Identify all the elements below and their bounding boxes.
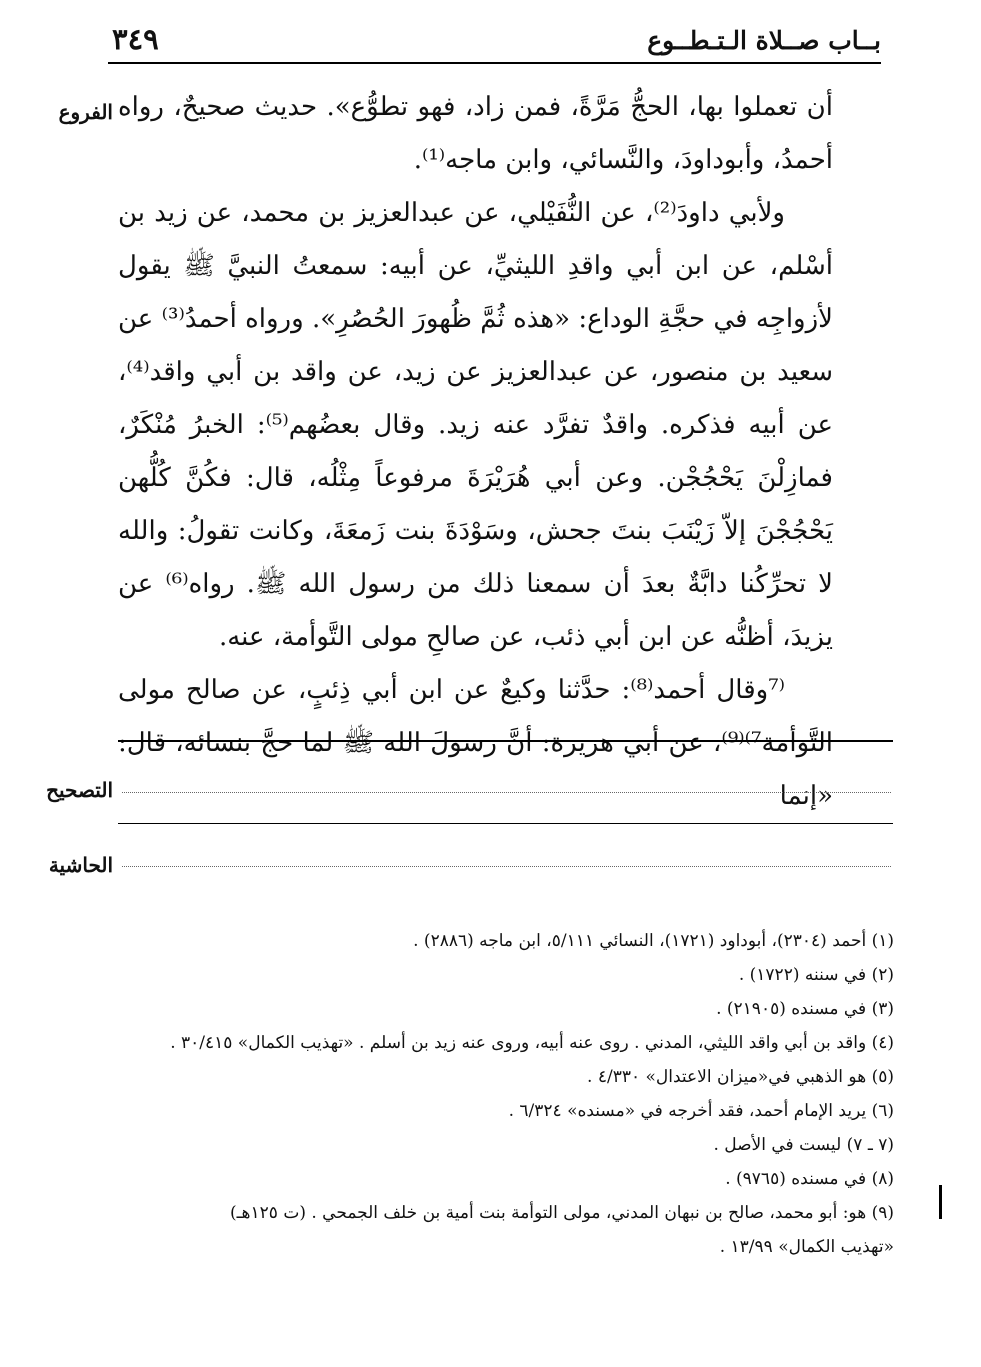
main-text: [118, 81, 833, 823]
correction-dotted-line: [122, 792, 891, 793]
margin-label-tashih: التصحيح: [46, 778, 113, 802]
footnote: (٧ ـ ٧) ليست في الأصل .: [713, 1135, 894, 1155]
page-number: ٣٤٩: [112, 22, 159, 56]
footnote: (٥) هو الذهبي في«ميزان الاعتدال» ٤/٣٣٠ .: [587, 1067, 894, 1087]
chapter-title: بــاب صــلاة الـتـطــوع: [647, 26, 881, 55]
paragraph: أن تعملوا بها، الحجُّ مَرَّةً، فمن زاد، فهو تطوُّع». حديث صحيحٌ، رواه أحمدُ، وأبوداودَ، والنَّسائي، وابن ماجه⁽¹⁾.: [118, 92, 833, 175]
margin-label-hashiya: الحاشية: [48, 853, 113, 877]
margin-label-furu: الفروع: [58, 100, 113, 124]
footnotes: [140, 924, 894, 1264]
footnote: (٩) هو: أبو محمد، صالح بن نبهان المدني، مولى التوأمة بنت أمية بن خلف الجمحي . (ت ١٢٥هـ): [229, 1203, 894, 1223]
footnote: (٤) واقد بن أبي واقد الليثي، المدني . روى عنه أبيه، وروى عنه زيد بن أسلم . «تهذيب الكمال» ٣٠/٤١٥ .: [170, 1033, 894, 1053]
section-divider: [118, 823, 893, 824]
header-rule: [108, 62, 881, 64]
footnote: (٨) في مسنده (٩٧٦٥) .: [725, 1169, 894, 1189]
footnote: (٦) يريد الإمام أحمد، فقد أخرجه في «مسنده» ٦/٣٢٤ .: [508, 1101, 894, 1121]
text-divider: [118, 740, 893, 742]
scan-edge-mark: [939, 1185, 942, 1219]
annotation-dotted-line: [122, 866, 891, 867]
footnote: (٢) في سننه (١٧٢٢) .: [738, 965, 894, 985]
footnote-continuation: «تهذيب الكمال» ١٣/٩٩ .: [719, 1237, 894, 1257]
paragraph: ولأبي داودَ⁽²⁾، عن النُّفَيْلي، عن عبدالعزيز بن محمد، عن زيد بن أسْلم، عن ابن أبي واقدِ الليثيِّ، عن أبيه: سمعتُ النبيَّ ﷺ يقول لأزواجِه في حجَّةِ الوداع: «هذه ثُمَّ ظُهورَ الحُصُرِ». ورواه أحمدُ⁽³⁾ عن سعيد بن منصور، عن عبدالعزيز عن زيد، عن واقد بن أبي واقد⁽⁴⁾، عن أبيه فذكره. واقدٌ تفرَّد عنه زيد. وقال بعضُهم⁽⁵⁾: الخبرُ مُنْكَرٌ، فمازِلْنَ يَحْجُجْن. وعن أبي هُرَيْرَةَ مرفوعاً مِثْلُه، قال: فكُنَّ كُلُّهن يَحْجُجْنَ إلاّ زَيْنَبَ بنتَ جحش، وسَوْدَةَ بنت زَمعَةَ، وكانت تقولُ: والله لا تحرِّكُنا دابَّةٌ بعدَ أن سمعنا ذلك من رسول الله ﷺ. رواه⁽⁶⁾ عن يزيدَ، أظنُّه عن ابن أبي ذئب، عن صالحِ مولى التَّوأمة، عنه.: [118, 198, 833, 652]
footnote: (١) أحمد (٢٣٠٤)، أبوداود (١٧٢١)، النسائي ٥/١١١، ابن ماجه (٢٨٨٦) .: [413, 931, 894, 951]
footnote: (٣) في مسنده (٢١٩٠٥) .: [716, 999, 894, 1019]
paragraph: ⁽⁷وقال أحمد⁽⁸⁾: حدَّثنا وكيعٌ عن ابن أبي ذِئبٍ، عن صالح مولى التَّوأمة⁷⁾⁽⁹⁾، عن أبي هريرة: أنَّ رسولَ الله ﷺ لما حجَّ بنسائه، قال: «إنما: [118, 675, 833, 811]
